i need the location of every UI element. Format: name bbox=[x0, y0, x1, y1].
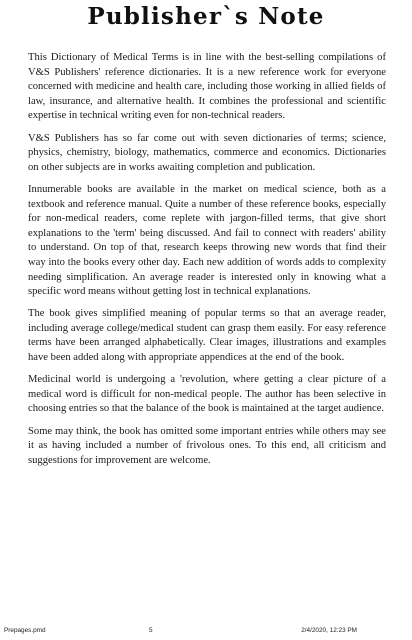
footer-filename: Prepages.pmd bbox=[4, 627, 46, 634]
paragraph: Some may think, the book has omitted some important entries while others may see it as having included a number of frivolous ones. To this end, all criticism and suggestions for improvement are welcome. bbox=[28, 425, 386, 466]
note-body bbox=[28, 51, 386, 476]
footer-page-number: 5 bbox=[149, 627, 153, 634]
paragraph: This Dictionary of Medical Terms is in line with the best-selling compilations of V&S Publishers' reference dictionaries. It is a new reference work for everyone concerned with medicine and health care, including those working in allied fields of law, insurance, and alternative health. It combines the professional and scientific expertise in technical writing even for non-technical readers. bbox=[28, 52, 386, 122]
footer-timestamp: 2/4/2020, 12:23 PM bbox=[301, 627, 357, 634]
paragraph: Medicinal world is undergoing a 'revolution, where getting a clear picture of a medical word is difficult for non-medical people. The author has been selective in choosing entries so that the balance of the book is maintained at the target audience. bbox=[28, 374, 386, 415]
paragraph: V&S Publishers has so far come out with seven dictionaries of terms; science, physics, chemistry, biology, mathematics, commerce and economics. Dictionaries on other subjects are in works awaiting completion and publication. bbox=[28, 132, 386, 173]
paragraph: The book gives simplified meaning of popular terms so that an average reader, including average college/medical student can grasp them easily. For easy reference terms have been arranged alphabetically. Clear images, illustrations and examples have been added along with appropriate appendices at the end of the book. bbox=[28, 308, 386, 364]
page-title: Publisher`s Note bbox=[87, 3, 325, 30]
paragraph: Innumerable books are available in the market on medical science, both as a textbook and reference manual. Quite a number of these reference books, especially for non-medical readers, come replete with jargon-filled terms, that give short explanations to the 'term' being discussed. And fail to connect with readers' ability to understand. On top of that, research keeps throwing new words that find their way into the books every other day. Each new addition of words adds to complexity needing simplification. An average reader is interested only in knowing what a specific word means without getting lost in technical explanations. bbox=[28, 183, 386, 298]
print-footer bbox=[0, 627, 412, 637]
